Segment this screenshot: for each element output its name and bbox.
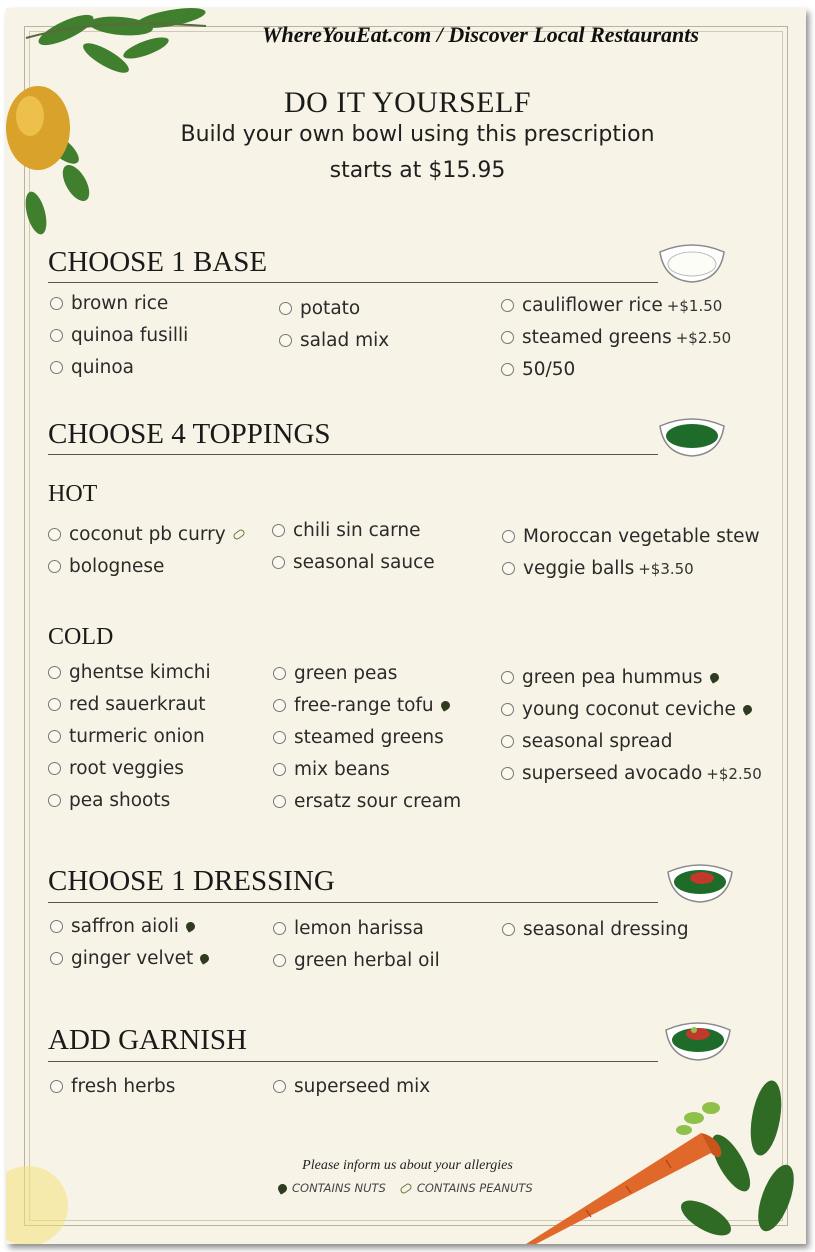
radio-circle[interactable] xyxy=(48,762,61,775)
option-free-range-tofu[interactable]: free-range tofu xyxy=(273,695,450,716)
option-ginger-velvet[interactable]: ginger velvet xyxy=(50,948,209,969)
radio-circle[interactable] xyxy=(279,302,292,315)
radio-circle[interactable] xyxy=(502,923,515,936)
radio-circle[interactable] xyxy=(272,524,285,537)
radio-circle[interactable] xyxy=(273,667,286,680)
option-salad-mix[interactable]: salad mix xyxy=(279,330,389,351)
section-divider xyxy=(48,902,658,903)
option-green-pea-hummus[interactable]: green pea hummus xyxy=(501,667,719,688)
radio-circle[interactable] xyxy=(273,731,286,744)
option-green-peas[interactable]: green peas xyxy=(273,663,397,684)
subsection-title-cold: COLD xyxy=(48,624,114,650)
peanuts-legend-label: CONTAINS PEANUTS xyxy=(416,1181,533,1195)
section-divider xyxy=(48,454,658,455)
section-title-toppings: CHOOSE 4 TOPPINGS xyxy=(48,418,331,450)
radio-circle[interactable] xyxy=(502,562,515,575)
nut-icon xyxy=(184,920,196,932)
radio-circle[interactable] xyxy=(48,698,61,711)
peanut-icon xyxy=(232,528,246,541)
option-potato[interactable]: potato xyxy=(279,298,360,319)
bowl-icon xyxy=(658,414,726,458)
bowl-icon xyxy=(658,240,726,284)
option-pea-shoots[interactable]: pea shoots xyxy=(48,790,170,811)
radio-circle[interactable] xyxy=(48,794,61,807)
radio-circle[interactable] xyxy=(50,920,63,933)
radio-circle[interactable] xyxy=(48,560,61,573)
option-root-veggies[interactable]: root veggies xyxy=(48,758,184,779)
radio-circle[interactable] xyxy=(48,528,61,541)
option-red-sauerkraut[interactable]: red sauerkraut xyxy=(48,694,206,715)
radio-circle[interactable] xyxy=(273,1080,286,1093)
option-50-50[interactable]: 50/50 xyxy=(501,359,575,380)
option-steamed-greens-topping[interactable]: steamed greens xyxy=(273,727,444,748)
section-title-garnish: ADD GARNISH xyxy=(48,1024,247,1056)
option-ghentse-kimchi[interactable]: ghentse kimchi xyxy=(48,662,211,683)
radio-circle[interactable] xyxy=(501,703,514,716)
page-title: DO IT YOURSELF xyxy=(283,86,531,119)
radio-circle[interactable] xyxy=(50,952,63,965)
page-subtitle: Build your own bowl using this prescription xyxy=(180,122,655,147)
option-seasonal-dressing[interactable]: seasonal dressing xyxy=(502,919,689,940)
option-seasonal-spread[interactable]: seasonal spread xyxy=(501,731,672,752)
option-brown-rice[interactable]: brown rice xyxy=(50,293,168,314)
option-lemon-harissa[interactable]: lemon harissa xyxy=(273,918,424,939)
option-quinoa-fusilli[interactable]: quinoa fusilli xyxy=(50,325,188,346)
allergen-legend xyxy=(278,1181,533,1195)
radio-circle[interactable] xyxy=(501,299,514,312)
option-bolognese[interactable]: bolognese xyxy=(48,556,164,577)
radio-circle[interactable] xyxy=(48,730,61,743)
section-divider xyxy=(48,282,658,283)
nut-icon xyxy=(276,1182,288,1194)
radio-circle[interactable] xyxy=(502,530,515,543)
radio-circle[interactable] xyxy=(272,556,285,569)
nut-icon xyxy=(439,699,451,711)
radio-circle[interactable] xyxy=(48,666,61,679)
bowl-icon xyxy=(666,860,734,904)
radio-circle[interactable] xyxy=(501,735,514,748)
section-title-dressing: CHOOSE 1 DRESSING xyxy=(48,865,335,897)
radio-circle[interactable] xyxy=(50,1080,63,1093)
radio-circle[interactable] xyxy=(273,922,286,935)
radio-circle[interactable] xyxy=(501,671,514,684)
radio-circle[interactable] xyxy=(273,795,286,808)
site-banner[interactable]: WhereYouEat.com / Discover Local Restaurants xyxy=(262,22,699,47)
nuts-legend-label: CONTAINS NUTS xyxy=(292,1181,386,1195)
option-ersatz-sour-cream[interactable]: ersatz sour cream xyxy=(273,791,461,812)
radio-circle[interactable] xyxy=(501,363,514,376)
allergy-note: Please inform us about your allergies xyxy=(302,1158,513,1173)
peanut-icon xyxy=(399,1182,413,1195)
option-steamed-greens[interactable]: steamed greens +$2.50 xyxy=(501,327,731,348)
bowl-icon xyxy=(664,1018,732,1062)
nut-icon xyxy=(199,952,211,964)
option-veggie-balls[interactable]: veggie balls +$3.50 xyxy=(502,558,694,579)
option-superseed-avocado[interactable]: superseed avocado +$2.50 xyxy=(501,763,762,784)
option-coconut-pb-curry[interactable]: coconut pb curry xyxy=(48,524,245,545)
radio-circle[interactable] xyxy=(50,297,63,310)
option-turmeric-onion[interactable]: turmeric onion xyxy=(48,726,205,747)
option-seasonal-sauce[interactable]: seasonal sauce xyxy=(272,552,435,573)
option-cauliflower-rice[interactable]: cauliflower rice +$1.50 xyxy=(501,295,722,316)
radio-circle[interactable] xyxy=(273,954,286,967)
option-quinoa[interactable]: quinoa xyxy=(50,357,134,378)
option-fresh-herbs[interactable]: fresh herbs xyxy=(50,1076,175,1097)
subsection-title-hot: HOT xyxy=(48,481,98,507)
radio-circle[interactable] xyxy=(279,334,292,347)
section-divider xyxy=(48,1061,658,1062)
radio-circle[interactable] xyxy=(50,361,63,374)
option-young-coconut-ceviche[interactable]: young coconut ceviche xyxy=(501,699,752,720)
option-superseed-mix[interactable]: superseed mix xyxy=(273,1076,430,1097)
nut-icon xyxy=(741,703,753,715)
radio-circle[interactable] xyxy=(501,767,514,780)
starting-price: starts at $15.95 xyxy=(329,158,506,183)
option-chili-sin-carne[interactable]: chili sin carne xyxy=(272,520,420,541)
radio-circle[interactable] xyxy=(501,331,514,344)
option-green-herbal-oil[interactable]: green herbal oil xyxy=(273,950,440,971)
option-moroccan-vegetable-stew[interactable]: Moroccan vegetable stew xyxy=(502,526,760,547)
radio-circle[interactable] xyxy=(273,763,286,776)
option-mix-beans[interactable]: mix beans xyxy=(273,759,390,780)
section-title-base: CHOOSE 1 BASE xyxy=(48,246,268,278)
option-saffron-aioli[interactable]: saffron aioli xyxy=(50,916,195,937)
nut-icon xyxy=(708,671,720,683)
radio-circle[interactable] xyxy=(50,329,63,342)
radio-circle[interactable] xyxy=(273,699,286,712)
